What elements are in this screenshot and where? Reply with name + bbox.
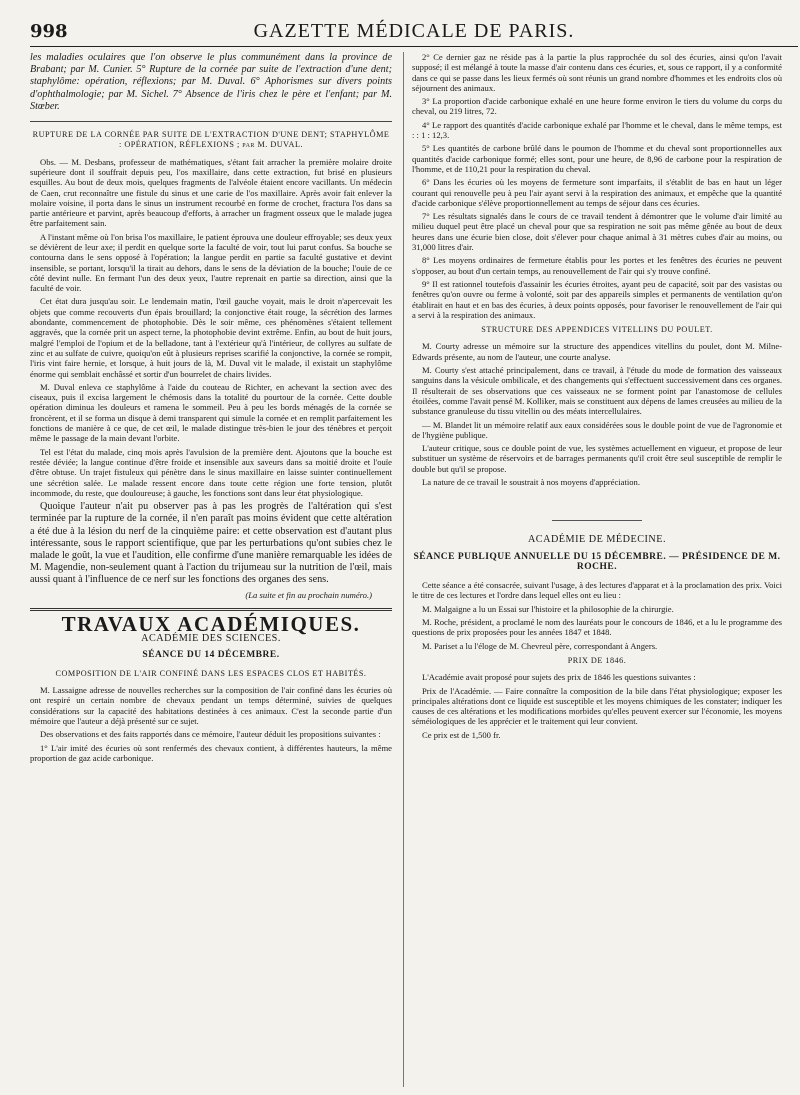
paragraph: L'auteur critique, sous ce double point de vue, les systèmes actuellement en vigueur, et propose de leur substituer un système de réservoirs et de barrages permanents qu'il croit être seul susceptible de remplir le double but qu'il se propose. [412, 443, 782, 474]
section-heading-air: COMPOSITION DE L'AIR CONFINÉ DANS LES ESPACES CLOS ET HABITÉS. [55, 668, 367, 678]
right-column [412, 52, 782, 743]
academie-medecine-heading: ACADÉMIE DE MÉDECINE. [527, 534, 667, 546]
left-column [30, 52, 392, 766]
section-heading-vitellins: STRUCTURE DES APPENDICES VITELLINS DU POULET. [481, 325, 713, 335]
paragraph: M. Pariset a lu l'éloge de M. Chevreul père, correspondant à Angers. [422, 640, 658, 651]
academie-sciences-heading: ACADÉMIE DES SCIENCES. [141, 633, 281, 645]
paragraph: Tel est l'état du malade, cinq mois après l'avulsion de la première dent. Ajoutons que la bouche est restée déviée; la langue continue d'être froide et insensible aux saveurs dans sa moitié droite et l'ouïe d'être obtuse. Un trajet fistuleux qui pénètre dans le sinus maxillaire en laisse suinter continuellement une sécrétion salée. Le malade ressent encore dans toute cette région une forte tension, plutôt incommode, du reste, que douloureuse; à gauche, les fonctions sont dans leur état physiologique. [30, 446, 392, 498]
seance-heading: SÉANCE PUBLIQUE ANNUELLE DU 15 DÉCEMBRE. — PRÉSIDENCE DE M. ROCHE. [413, 551, 781, 572]
paragraph: Obs. — M. Desbans, professeur de mathématiques, s'étant fait arracher la première molaire droite supérieure dont il souffrait depuis peu, l'os maxillaire, dans cette extraction, fut brisé en plusieurs esquilles. Au bout de deux mois, quelques fragments de l'alvéole étaient encore vacillants. Un médecin de Caen, crut reconnaître une fistule du sinus et une carie de l'os maxillaire. Après avoir fait enlever la molaire voisine, il porta dans le sinus un instrument recourbé en forme de crochet, fractura l'os dans sa partie antérieure et parvint, après beaucoup d'efforts, à arracher un fragment osseux que le malade jugea être parfaitement sain. [30, 156, 392, 229]
intro-paragraph: les maladies oculaires que l'on observe le plus communément dans la province de Brabant; par M. Cunier. 5° Rupture de la cornée par suite de l'extraction d'une dent; staphylôme: opération, réflexions; par M. Duval. 6° Aphorismes sur divers points d'ophthalmologie; par M. Sichel. 7° Absence de l'iris chez le père et l'enfant; par M. Stœber. [30, 52, 392, 112]
paragraph: 8° Les moyens ordinaires de fermeture établis pour les portes et les fenêtres des écuries ne peuvent s'opposer, au bout d'un certain temps, au renouvellement de l'air qui s'y trouve confiné. [412, 255, 782, 276]
paragraph: M. Malgaigne a lu un Essai sur l'histoire et la philosophie de la chirurgie. [422, 603, 674, 614]
spacer [412, 490, 782, 512]
paragraph: La nature de ce travail le soustrait à nos moyens d'appréciation. [422, 476, 640, 487]
paragraph: M. Roche, président, a proclamé le nom des lauréats pour le concours de 1846, et a lu le programme des questions de prix proposées pour les années 1847 et 1848. [412, 617, 782, 638]
paragraph: 6° Dans les écuries où les moyens de fermeture sont imparfaits, il s'établit de bas en haut un léger courant qui renouvelle peu à peu l'air ayant servi à la respiration des animaux, et empêche que la quantité d'acide carbonique s'élève proportionnellement au temps de séjour dans ces écuries. [412, 177, 782, 208]
paragraph: M. Courty s'est attaché principalement, dans ce travail, à l'étude du mode de formation des vaisseaux sanguins dans la vésicule ombilicale, et des changements qui s'effectuent successivement dans ces organes. Il résulterait de ses observations que ces vaisseaux ne se forment point par l'anastomose de cellules étoilées, comme l'avait pensé M. Kolliker, mais se constituent aux dépens de lames creusées au milieu de la substance granuleuse du tissu vitellin ou des méats intercellulaires. [412, 365, 782, 417]
paragraph: A l'instant même où l'on brisa l'os maxillaire, le patient éprouva une douleur effroyable; ses deux yeux se dévièrent de leur axe; il perdit en quelque sorte la faculté de voir, tout lui parut confus. Sa bouche se contourna dans le sens opposé à l'opération; la langue perdit en partie sa faculté gustative et devint insensible, se portant, lorsqu'il la tirait au dehors, dans le sens de la déviation de la bouche; l'ouïe de ce côté devint nulle. En fermant l'un des deux yeux, l'autre reprenait en partie sa direction, ainsi que la faculté de voir. [30, 231, 392, 294]
paragraph: M. Duval enleva ce staphylôme à l'aide du couteau de Richter, en achevant la section avec des ciseaux, puis il excisa largement le chémosis dans la totalité du pourtour de la cornée. Cette double opération diminua les douleurs et ramena le sommeil. Peu à peu les bords ménagés de la cornée se froncèrent, et il se forma un disque à demi transparent qui simule la cornée et en remplit parfaitement les fonctions de manière à ce que, de cet œil, le malade distingue très-bien le jour des ténèbres et perçoit même le passage de la main devant l'orbite. [30, 381, 392, 444]
paragraph: — M. Blandet lit un mémoire relatif aux eaux considérées sous le double point de vue de l'agronomie et de l'hygiène publique. [412, 419, 782, 440]
paragraph: 3° La proportion d'acide carbonique exhalé en une heure forme environ le tiers du volume du corps du cheval, ou 219 litres, 72. [412, 96, 782, 117]
section-rule [30, 121, 392, 122]
paragraph: 2° Ce dernier gaz ne réside pas à la partie la plus rapprochée du sol des écuries, ainsi qu'on l'avait supposé; il est mélangé à toute la masse d'air contenu dans ces écuries, et, sous ce rapport, il y a conformité dans ce qui se passe dans les lieux fermés où sont réunis un grand nombre d'hommes et les endroits clos où séjournent des animaux. [412, 52, 782, 93]
paragraph: 1° L'air imité des écuries où sont renfermés des chevaux contient, à différentes hauteurs, la même proportion de gaz acide carbonique. [30, 742, 392, 763]
page-number: 998 [30, 20, 68, 42]
paragraph: M. Lassaigne adresse de nouvelles recherches sur la composition de l'air confiné dans les écuries où ont respiré un certain nombre de chevaux pendant un temps déterminé, suivies de quelques considérations sur la capacité des habitations destinées à ces animaux. C'est la seconde partie d'un mémoire que l'auteur a déjà présenté sur ce sujet. [30, 685, 392, 726]
paragraph: 9° Il est rationnel toutefois d'assainir les écuries étroites, ayant peu de capacité, soit par des vasistas ou fenêtres qu'on ouvre ou ferme à volonté, soit par des appareils simples et permanents de ventilation qu'on établirait en haut et en bas des écuries, à deux points opposés, pour favoriser le renouvellement de l'air qui a servi à la respiration des animaux. [412, 278, 782, 320]
page-header [30, 16, 798, 47]
continuation-note: (La suite et fin au prochain numéro.) [245, 589, 372, 600]
seance-heading: SÉANCE DU 14 DÉCEMBRE. [142, 650, 280, 661]
paragraph: Quoique l'auteur n'ait pu observer pas à pas les progrès de l'altération qui s'est terminée par la rupture de la cornée, il n'en paraît pas moins évident que cette altération a été due à la lésion du nerf de la cinquième paire: et cette observation est d'autant plus intéressante, sous le rapport scientifique, que par les perturbations qu'ont subies chez le malade le goût, la vue et l'audition, elle confirme d'une manière remarquable les idées de M. Magendie, non-seulement quant à l'action du trijumeau sur la nutrition de l'œil, mais aussi quant à l'influence de ce nerf sur les fonctions des organes des sens. [30, 501, 392, 586]
paragraph: Cette séance a été consacrée, suivant l'usage, à des lectures d'apparat et à la proclamation des prix. Voici le titre de ces lectures et l'ordre dans lequel elles ont eu lieu : [412, 580, 782, 601]
paragraph: Prix de l'Académie. — Faire connaître la composition de la bile dans l'état physiologique; exposer les principales altérations dont ce liquide est susceptible et les moyens chimiques de les constater; indiquer les causes de ces altérations et les modifications morbides qu'elles peuvent exercer sur l'économie, les moyens séméiologiques de les apprécier et le traitement qui leur convient. [412, 685, 782, 727]
travaux-title: TRAVAUX ACADÉMIQUES. [61, 611, 361, 636]
paragraph: Des observations et des faits rapportés dans ce mémoire, l'auteur déduit les propositions suivantes : [40, 729, 381, 740]
paragraph: Cet état dura jusqu'au soir. Le lendemain matin, l'œil gauche voyait, mais le droit n'apercevait les objets que comme recouverts d'un épais brouillard; la conjonctive était rouge, la sécrétion des larmes abondante, commencement de photophobie. Dès le soir même, ces phénomènes s'étaient tellement aggravés, que la cornée prit un aspect terne, la photophobie devint extrême. Enfin, au bout de huit jours, malgré l'emploi de l'opium et de la belladone, tant à l'extérieur qu'à l'intérieur, de collyres au sulfate de zinc et au sulfate de cuivre, quoiqu'on eût à plusieurs reprises scarifié la conjonctive, la cornée se rompit, l'iris vint faire hernie, et lorsque, à huit jours de là, M. Duval vit le malade, il existait un staphylôme énorme qui semblait enchâssé et sortir d'un bourrelet de chairs livides. [30, 296, 392, 379]
paragraph: 7° Les résultats signalés dans le cours de ce travail tendent à démontrer que le volume d'air limité au milieu duquel peut être placé un cheval pour que sa respiration ne soit pas même gênée au bout de deux heures dans une écurie bien close, doit s'élever pour chaque animal à 31 mètres cubes d'air au moins, ou 31,000 litres d'air. [412, 211, 782, 253]
journal-title: GAZETTE MÉDICALE DE PARIS. [253, 19, 575, 42]
prix-heading: PRIX DE 1846. [567, 655, 627, 665]
paragraph: 5° Les quantités de carbone brûlé dans le poumon de l'homme et du cheval sont proportionnelles aux quantités d'acide carbonique formé; elles sont, pour une heure, de 8,96 de carbone pour la respiration de l'homme, et de 110,21 pour la respiration du cheval. [412, 143, 782, 174]
column-divider [403, 52, 404, 1087]
section-rule [30, 608, 392, 611]
short-rule [552, 520, 642, 521]
paragraph: Ce prix est de 1,500 fr. [422, 729, 501, 740]
paragraph: L'Académie avait proposé pour sujets des prix de 1846 les questions suivantes : [422, 672, 696, 683]
section-heading-rupture: RUPTURE DE LA CORNÉE PAR SUITE DE L'EXTRACTION D'UNE DENT; STAPHYLÔME : OPÉRATION, RÉFLEXIONS ; par M. DUVAL. [32, 130, 390, 150]
paragraph: 4° Le rapport des quantités d'acide carbonique exhalé par l'homme et le cheval, dans le même temps, est : : 1 : 12,3. [412, 119, 782, 141]
paragraph: M. Courty adresse un mémoire sur la structure des appendices vitellins du poulet, dont M. Milne-Edwards présente, au nom de l'auteur, une courte analyse. [412, 341, 782, 362]
